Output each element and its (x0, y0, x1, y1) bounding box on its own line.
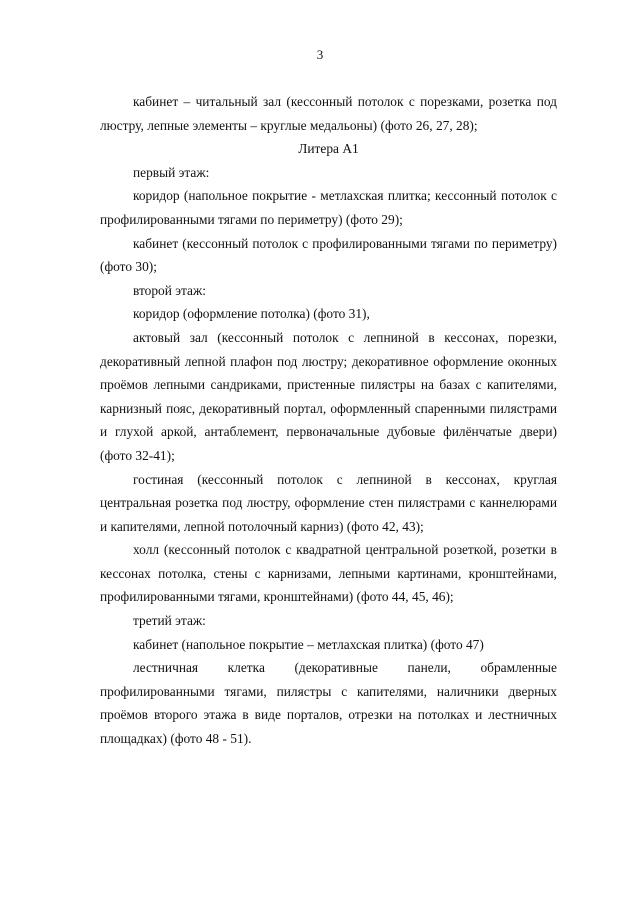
section-heading-litera-a1: Литера А1 (298, 141, 359, 157)
paragraph-first-floor-corridor: коридор (напольное покрытие - метлахская плитка; кессонный потолок с профилированными тягами по периметру) (фото 29); (100, 188, 557, 227)
paragraph-hall: холл (кессонный потолок с квадратной центральной розеткой, розетки в кессонах потолка, стены с карнизами, лепными картинами, кронштейнами, профилированными тягами, кронштейнами) (фото 44, 45, 46); (100, 542, 557, 605)
paragraph-living-room: гостиная (кессонный потолок с лепниной в кессонах, круглая центральная розетка под люстру, оформление стен пилястрами с каннелюрами и капителями, лепной потолочный карниз) (фото 42, 43); (100, 471, 557, 534)
paragraph-second-floor-corridor: коридор (оформление потолка) (фото 31), (133, 306, 370, 322)
paragraph-first-floor-office: кабинет (кессонный потолок с профилированными тягами по периметру) (фото 30); (100, 235, 557, 275)
floor-heading-third: третий этаж: (133, 613, 206, 629)
paragraph-staircase: лестничная клетка (декоративные панели, обрамленные профилированными тягами, пилястры с капителями, наличники дверных проёмов второго этажа в виде порталов, отрезки на потолках и лестничных площадках) (фото 48 - 51). (100, 660, 557, 747)
floor-heading-first: первый этаж: (133, 164, 210, 180)
floor-heading-second: второй этаж: (133, 282, 206, 298)
page-number: 3 (316, 47, 324, 62)
paragraph-third-floor-office: кабинет (напольное покрытие – метлахская плитка) (фото 47) (133, 636, 484, 652)
document-body (100, 90, 557, 751)
paragraph-assembly-hall: актовый зал (кессонный потолок с лепниной в кессонах, порезки, декоративный лепной плафон под люстру; декоративное оформление оконных проёмов лепными сандриками, пристенные пилястры на базах с капителями, карнизный пояс, декоративный портал, оформленный спаренными пилястрами и глухой аркой, антаблемент, первоначальные дубовые филёнчатые двери) (фото 32-41); (100, 329, 557, 463)
paragraph-reading-room: кабинет – читальный зал (кессонный потолок с порезками, розетка под люстру, лепные элементы – круглые медальоны) (фото 26, 27, 28); (100, 94, 557, 133)
